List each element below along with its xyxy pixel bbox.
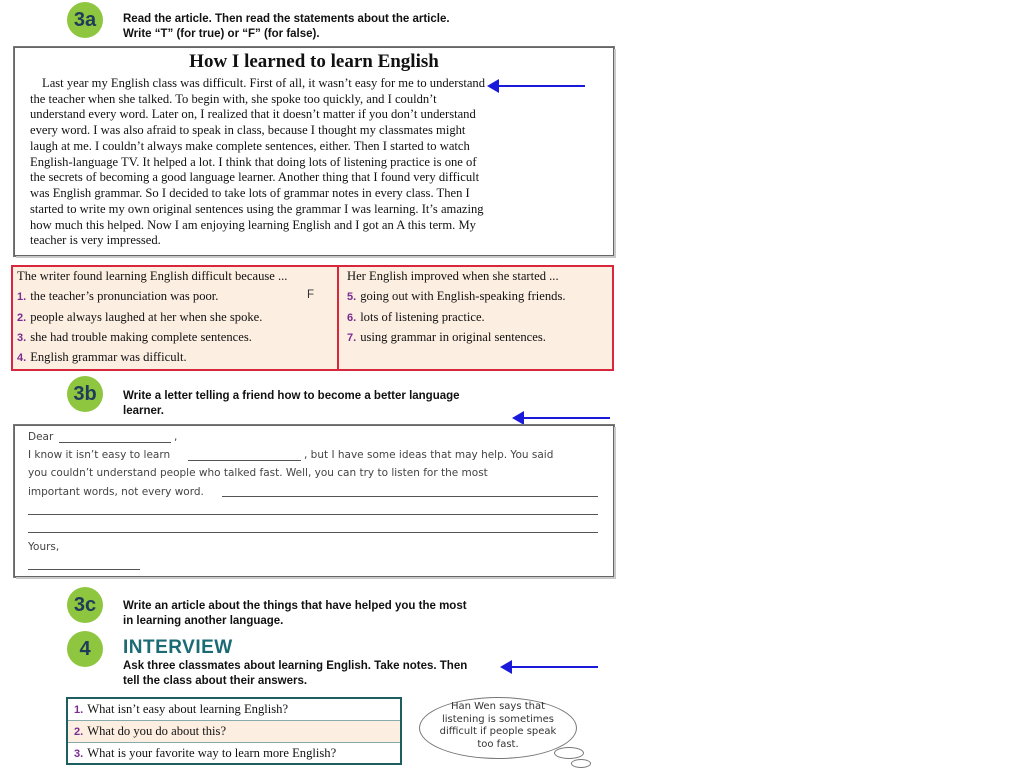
statement-text: English grammar was difficult. [30, 350, 187, 364]
letter-signature-line[interactable] [28, 569, 140, 570]
section-4-badge: 4 [67, 631, 103, 667]
question-text: What isn’t easy about learning English? [87, 702, 289, 716]
bubble-line: difficult if people speak [439, 726, 557, 737]
statement-answer[interactable]: F [307, 289, 315, 301]
question-row [68, 743, 400, 764]
letter-border [14, 425, 614, 577]
bubble-line: too fast. [477, 738, 519, 750]
letter-language-blank[interactable] [188, 460, 301, 461]
statement-number: 5. [347, 291, 357, 303]
letter-greeting: Dear [28, 431, 54, 443]
statement-number: 2. [17, 312, 27, 324]
statements-right-header: Her English improved when she started ... [347, 269, 559, 283]
letter-line: I know it isn’t easy to learn [28, 449, 171, 461]
question-text: What do you do about this? [87, 724, 227, 738]
statement-text: using grammar in original sentences. [360, 330, 546, 344]
section-3a-badge: 3a [67, 2, 103, 38]
statement-text: she had trouble making complete sentences. [30, 330, 252, 344]
instruction-line: Write an article about the things that have helped you the most [123, 600, 467, 612]
instruction-line: Read the article. Then read the statements about the article. [123, 13, 450, 25]
section-3b-instructions [123, 389, 460, 419]
section-3a-instructions [123, 12, 450, 42]
statements-left-header: The writer found learning English difficult because ... [17, 269, 288, 283]
letter-comma: , [174, 431, 178, 443]
thought-bubble-text [425, 701, 571, 751]
article-line: how much this helped. Now I am enjoying learning English and I got an A this term. My [30, 218, 476, 232]
statement-text: going out with English-speaking friends. [360, 289, 566, 303]
statement-number: 1. [17, 291, 27, 303]
statement-number: 3. [17, 332, 27, 344]
article-line: Last year my English class was difficult. First of all, it wasn’t easy for me to understand [42, 76, 486, 90]
article-line: started to write my own original sentences using the grammar I was learning. It’s amazing [30, 202, 484, 216]
article-line: teacher is very impressed. [30, 233, 161, 247]
statement-item [17, 350, 187, 365]
section-3c-badge: 3c [67, 587, 103, 623]
statements-divider [337, 265, 339, 371]
letter-box [14, 425, 614, 577]
section-3c-instructions [123, 599, 467, 629]
instruction-line: Write “T” (for true) or “F” (for false). [123, 28, 320, 40]
statement-number: 7. [347, 332, 357, 344]
article-line: laugh at me. I couldn’t always make complete sentences, either. Then I started to watch [30, 139, 470, 153]
question-row [68, 721, 400, 742]
letter-line: , but I have some ideas that may help. You said [304, 449, 554, 461]
instruction-line: Write a letter telling a friend how to become a better language [123, 390, 460, 402]
statement-text: the teacher’s pronunciation was poor. [30, 289, 219, 303]
interview-title: INTERVIEW [123, 637, 233, 658]
annotation-arrow-icon [485, 76, 590, 96]
article-line: was English grammar. So I decided to take lots of grammar notes in every class. Then I [30, 186, 470, 200]
instruction-line: learner. [123, 405, 164, 417]
question-number: 1. [74, 704, 84, 716]
bubble-line: Han Wen says that [450, 701, 546, 712]
statement-item [347, 330, 546, 345]
instruction-line: Ask three classmates about learning English. Take notes. Then [123, 660, 468, 672]
article-line: English-language TV. It helped a lot. I think that doing lots of listening practice is one of [30, 155, 477, 169]
instruction-line: tell the class about their answers. [123, 675, 308, 687]
thought-puff [571, 759, 591, 768]
statement-number: 4. [17, 352, 27, 364]
article-line: the teacher when she talked. To begin with, she spoke too quickly, and I couldn’t [30, 92, 437, 106]
statement-item [17, 330, 252, 345]
statement-text: people always laughed at her when she spoke. [30, 310, 263, 324]
annotation-arrow-icon [498, 657, 601, 677]
statement-number: 6. [347, 312, 357, 324]
article-line: understand every word. Later on, I realized that it doesn’t matter if you don’t understand [30, 107, 476, 121]
letter-writing-line[interactable] [222, 496, 598, 497]
letter-closing: Yours, [28, 541, 60, 553]
bubble-line: listening is sometimes [441, 713, 554, 725]
section-4-instructions [123, 659, 467, 689]
question-number: 3. [74, 748, 84, 760]
statement-item [17, 310, 262, 325]
article-line: the secrets of becoming a good language learner. Another thing that I found very difficult [30, 170, 480, 184]
instruction-line: in learning another language. [123, 615, 284, 627]
article-title: How I learned to learn English [189, 51, 439, 72]
statement-item [347, 289, 566, 304]
section-3b-badge: 3b [67, 376, 103, 412]
question-row [68, 699, 400, 720]
question-number: 2. [74, 726, 84, 738]
letter-writing-line[interactable] [28, 532, 598, 533]
question-text: What is your favorite way to learn more English? [87, 746, 337, 760]
letter-line: important words, not every word. [28, 486, 204, 498]
statement-item [347, 310, 485, 325]
statement-text: lots of listening practice. [360, 310, 485, 324]
article-line: every word. I was also afraid to speak in class, because I thought my classmates might [30, 123, 466, 137]
letter-writing-line[interactable] [28, 514, 598, 515]
letter-name-blank[interactable] [59, 442, 171, 443]
letter-line: you couldn’t understand people who talked fast. Well, you can try to listen for the most [28, 467, 488, 479]
thought-puff [554, 747, 584, 759]
statement-item [17, 289, 218, 304]
